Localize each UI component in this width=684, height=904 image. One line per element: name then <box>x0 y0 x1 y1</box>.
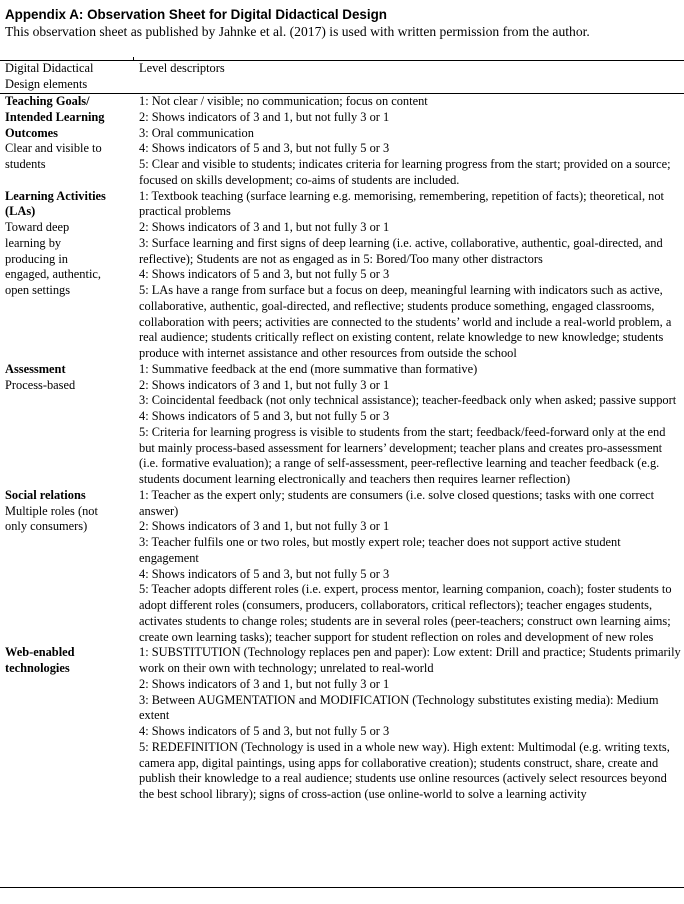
element-name-line: Learning Activities <box>5 188 106 203</box>
element-name-line: Teaching Goals/ <box>5 94 90 108</box>
level-descriptor-2: 2: Shows indicators of 3 and 1, but not fully 3 or 1 <box>139 676 390 691</box>
level-descriptor-2: 2: Shows indicators of 3 and 1, but not fully 3 or 1 <box>139 220 390 234</box>
level-descriptor-5: 5: Criteria for learning progress is visible to students from the start; feedback/feed-forward only at the end but mainly process-based assessment for learners’ development; teacher plans and creates pro-assessment (i.e. formative evaluation); a range of self-assessment, peer-reflective learning and teacher feedback (e.g. students document learning electronically and teachers then requires learner reflection) <box>139 424 666 486</box>
element-description-line: open settings <box>5 283 71 297</box>
element-cell <box>5 362 139 488</box>
element-description-line: Toward deep <box>5 220 70 234</box>
element-name-line: Outcomes <box>5 125 58 140</box>
table-bottom-rule <box>0 887 684 888</box>
level-descriptor-5: 5: LAs have a range from surface but a focus on deep, meaningful learning with indicators such as active, collaborative, authentic, goal-directed, and reflective; students produce something, engaged classrooms, collaboration with peers; activities are connected to the students’ world and include a real-world problem, a real audience; students critically reflect on existing content, relate knowledge to new knowledge; students produce with internet assistance and other resources from outside the school <box>139 283 672 360</box>
level-descriptor-1: 1: Not clear / visible; no communication; focus on content <box>139 94 428 108</box>
element-cell <box>5 645 139 803</box>
element-cell <box>5 93 139 189</box>
element-name-line: Social relations <box>5 487 86 502</box>
table-row-2 <box>5 362 683 488</box>
appendix-title: Appendix A: Observation Sheet for Digital Didactical Design <box>5 7 387 22</box>
levels-cell <box>139 93 683 189</box>
element-cell <box>5 189 139 362</box>
levels-cell <box>139 488 683 646</box>
element-name-line: Assessment <box>5 361 66 376</box>
level-descriptor-4: 4: Shows indicators of 5 and 3, but not fully 5 or 3 <box>139 409 390 423</box>
element-description-line: Multiple roles (not <box>5 503 98 518</box>
header-line: Design elements <box>5 76 88 91</box>
table-row-4 <box>5 645 683 803</box>
element-description-line: students <box>5 157 46 171</box>
table-header-row <box>5 61 683 93</box>
element-description-line: Process-based <box>5 377 76 392</box>
element-name-line: Web-enabled <box>5 645 75 660</box>
observation-table <box>5 61 683 803</box>
element-description-line: Clear and visible to <box>5 141 102 156</box>
level-descriptor-3: 3: Between AUGMENTATION and MODIFICATION (Technology substitutes existing media): Medium extent <box>139 692 659 723</box>
levels-cell <box>139 189 683 362</box>
element-description-line: engaged, authentic, <box>5 267 101 282</box>
element-description-line: producing in <box>5 251 68 266</box>
permission-note: This observation sheet as published by Jahnke et al. (2017) is used with written permission from the author. <box>5 24 590 39</box>
element-description-line: only consumers) <box>5 519 88 534</box>
level-descriptor-3: 3: Teacher fulfils one or two roles, but mostly expert role; teacher does not support active student engagement <box>139 535 621 565</box>
level-descriptor-5: 5: Teacher adopts different roles (i.e. expert, process mentor, learning companion, coach); foster students to adopt different roles (consumers, producers, collaborators, critical reflectors); teacher engages students, activates students to change roles; students are in several roles (peer-teachers; construct own learning aims; create own learning tasks); teacher support for student reflection on roles and development of new roles <box>139 582 672 644</box>
level-descriptor-3: 3: Coincidental feedback (not only technical assistance); teacher-feedback only when asked; passive support <box>139 393 677 408</box>
header-level-descriptors: Level descriptors <box>139 61 225 75</box>
level-descriptor-1: 1: Teacher as the expert only; students are consumers (i.e. solve closed questions; tasks with one correct answer) <box>139 487 655 518</box>
levels-cell <box>139 645 683 803</box>
table-row-0 <box>5 93 683 189</box>
level-descriptor-5: 5: REDEFINITION (Technology is used in a whole new way). High extent: Multimodal (e.g. writing texts, camera app, digital paintings, using apps for collaborative creation); students construct, share, create and publish their knowledge to a real audience; students use online resources (actively select resources beyond the best school library); signs of cross-action (use online-world to solve a learning activity <box>139 739 670 801</box>
element-cell <box>5 488 139 646</box>
levels-cell <box>139 362 683 488</box>
level-descriptor-3: 3: Surface learning and first signs of deep learning (i.e. active, collaborative, authentic, goal-directed, and reflective); Students are not as engaged as in 5: Bored/Too many other distractors <box>139 235 663 266</box>
element-name-line: technologies <box>5 661 70 675</box>
level-descriptor-1: 1: Summative feedback at the end (more summative than formative) <box>139 361 478 376</box>
level-descriptor-2: 2: Shows indicators of 3 and 1, but not fully 3 or 1 <box>139 519 390 534</box>
level-descriptor-1: 1: Textbook teaching (surface learning e.g. memorising, remembering, repetition of facts); theoretical, not practical problems <box>139 188 664 219</box>
element-name-line: Intended Learning <box>5 109 105 124</box>
column-tick-mark <box>133 57 134 60</box>
level-descriptor-3: 3: Oral communication <box>139 125 254 140</box>
element-name-line: (LAs) <box>5 204 36 219</box>
element-description-line: learning by <box>5 235 62 250</box>
header-line: Digital Didactical <box>5 61 94 75</box>
level-descriptor-4: 4: Shows indicators of 5 and 3, but not fully 5 or 3 <box>139 566 390 581</box>
level-descriptor-4: 4: Shows indicators of 5 and 3, but not fully 5 or 3 <box>139 724 390 738</box>
table-row-1 <box>5 189 683 362</box>
level-descriptor-4: 4: Shows indicators of 5 and 3, but not fully 5 or 3 <box>139 141 390 156</box>
level-descriptor-2: 2: Shows indicators of 3 and 1, but not fully 3 or 1 <box>139 377 390 392</box>
level-descriptor-4: 4: Shows indicators of 5 and 3, but not fully 5 or 3 <box>139 267 390 282</box>
level-descriptor-2: 2: Shows indicators of 3 and 1, but not fully 3 or 1 <box>139 109 390 124</box>
level-descriptor-1: 1: SUBSTITUTION (Technology replaces pen and paper): Low extent: Drill and practice; Students primarily work on their own with technology; unrelated to real-world <box>139 645 681 675</box>
level-descriptor-5: 5: Clear and visible to students; indicates criteria for learning progress from the start; provided on a source; focused on skills development; co-aims of students are included. <box>139 157 671 187</box>
header-design-elements <box>5 61 139 93</box>
table-row-3 <box>5 488 683 646</box>
